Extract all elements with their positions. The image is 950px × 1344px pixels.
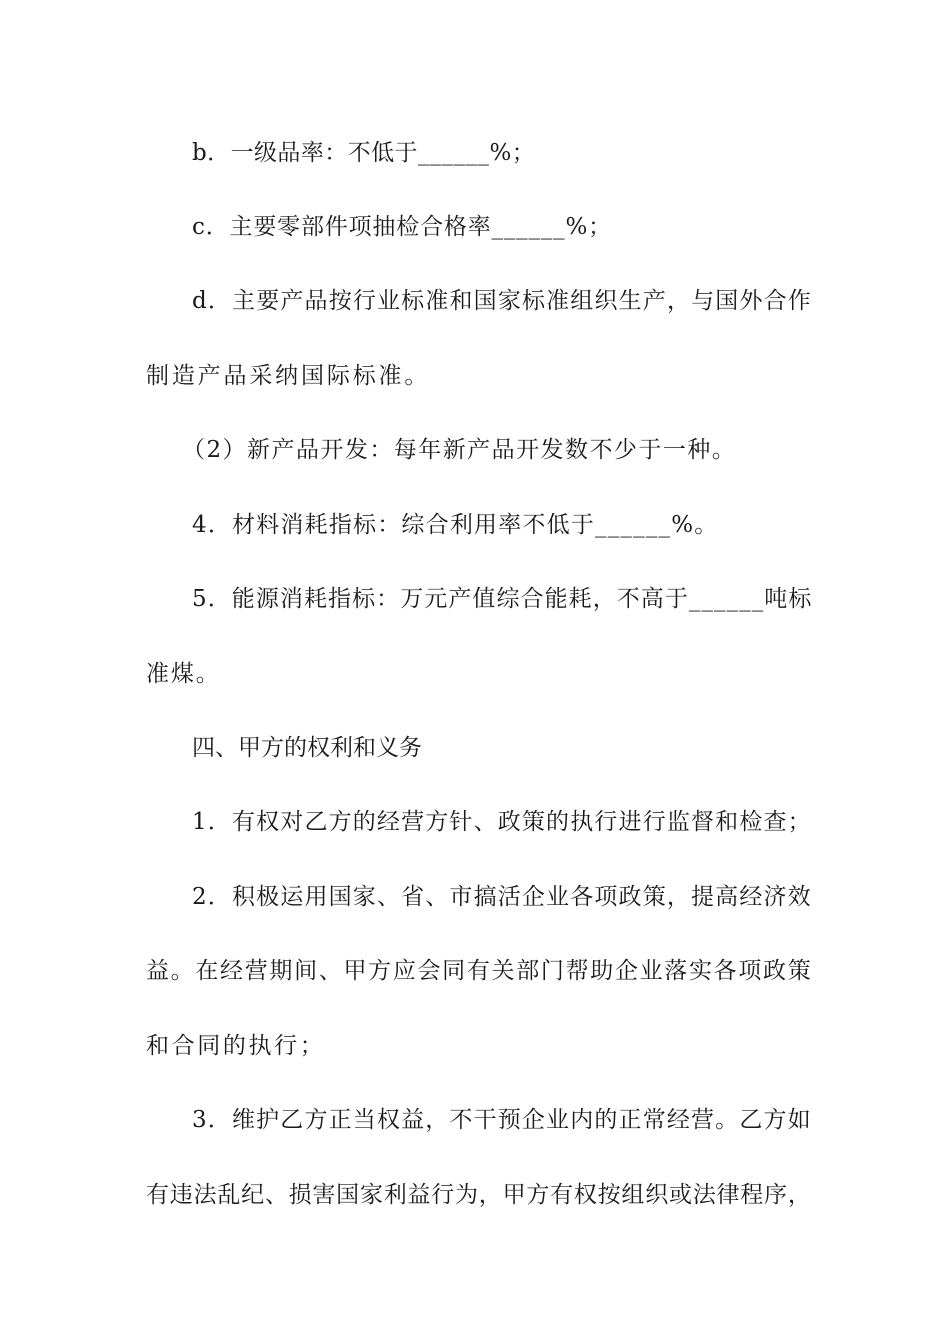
- text-line-grade-rate: b．一级品率：不低于______%；: [192, 140, 536, 166]
- text-line-energy: 5．能源消耗指标：万元产值综合能耗，不高于______吨标: [192, 586, 813, 612]
- text-line-right-3: 3．维护乙方正当权益，不干预企业内的正常经营。乙方如: [192, 1107, 812, 1133]
- text-line-material: 4．材料消耗指标：综合利用率不低于______%。: [192, 512, 719, 538]
- text-line-right-1: 1．有权对乙方的经营方针、政策的执行进行监督和检查；: [192, 809, 812, 835]
- text-line-energy-cont: 准煤。: [146, 661, 221, 687]
- text-line-standards: d．主要产品按行业标准和国家标准组织生产，与国外合作: [192, 288, 812, 314]
- text-line-standards-cont: 制造产品采纳国际标准。: [146, 363, 431, 389]
- text-line-right-2-cont: 益。在经营期间、甲方应会同有关部门帮助企业落实各项政策: [146, 958, 813, 984]
- text-line-right-2-end: 和合同的执行；: [146, 1033, 326, 1059]
- text-line-right-2: 2．积极运用国家、省、市搞活企业各项政策，提高经济效: [192, 884, 812, 910]
- text-line-parts-pass-rate: c．主要零部件项抽检合格率______%；: [192, 214, 612, 240]
- text-line-right-3-cont: 有违法乱纪、损害国家利益行为，甲方有权按组织或法律程序，: [146, 1182, 812, 1208]
- section-heading: 四、甲方的权利和义务: [192, 735, 422, 761]
- text-line-new-product: （2）新产品开发：每年新产品开发数不少于一种。: [182, 437, 737, 463]
